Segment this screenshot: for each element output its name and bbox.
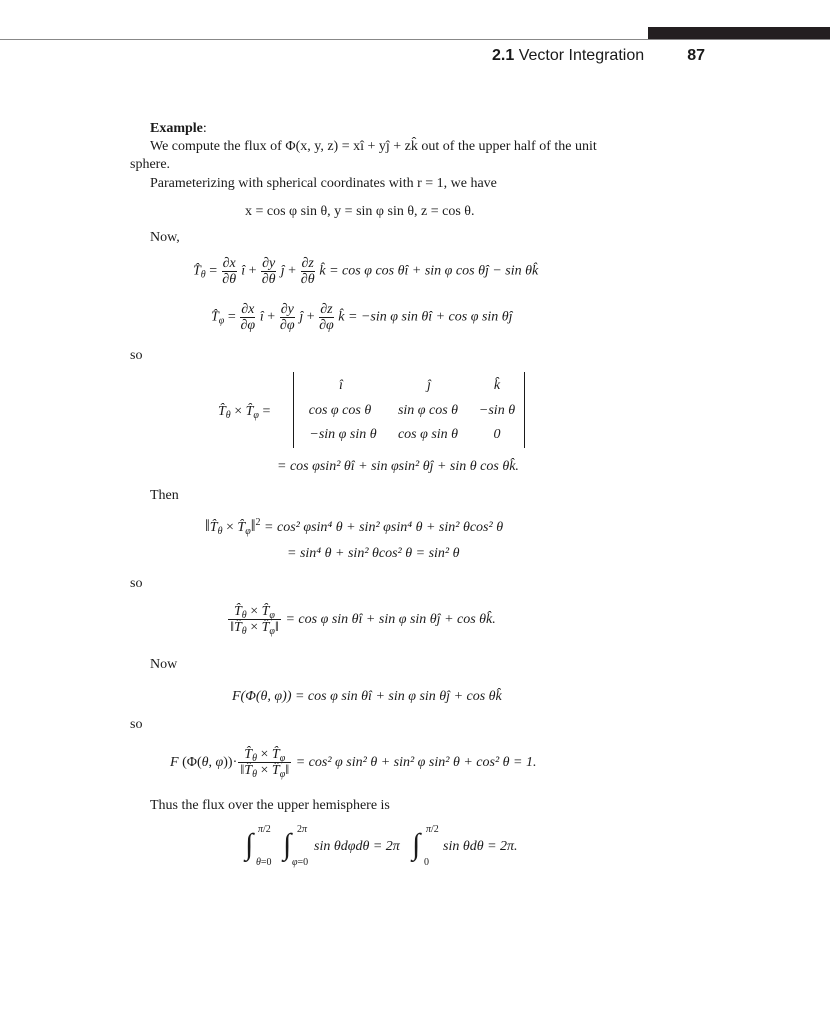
det-cell: −sin φ sin θ	[309, 427, 377, 442]
t-phi-equation: $T̂_\varphi$ = $\frac{\partial x}{\partial\varphi}$ î + $\frac{\partial y}{\partial\varphi}$ ĵ + $\frac{\partial z}{\partial\varphi}$ k̂ = −sin φ sin θî + cos φ sin θĵ	[211, 302, 513, 333]
cross-product-result: = cos φsin² θî + sin φsin² θĵ + sin θ cos θk̂.	[277, 459, 519, 474]
flux-intro-line: Thus the flux over the upper hemisphere is	[150, 798, 390, 813]
flux-integrand: sin θdφdθ = 2π	[314, 839, 400, 854]
so-label-3: so	[130, 717, 143, 732]
det-cell: î	[339, 378, 343, 393]
t-phi-rhs: = −sin φ sin θî + cos φ sin θĵ	[348, 309, 513, 325]
section-heading: 2.1 Vector Integration	[492, 47, 645, 64]
intro-line-2: sphere.	[130, 157, 171, 172]
dot-product-equation: F (Φ(θ, φ))· $\frac{T̂_\theta \times T̂_\varphi}{‖T̂_\theta \times T̂_\varphi‖}$ = cos² φ sin² θ + sin² φ sin² θ + cos² θ = 1.	[170, 747, 537, 781]
det-cell: −sin θ	[478, 403, 516, 418]
then-label: Then	[150, 488, 179, 503]
t-theta-equation: $T̂_\theta$ = $\frac{\partial x}{\partial\theta}$ î + $\frac{\partial y}{\partial\theta}$ ĵ + $\frac{\partial z}{\partial\theta}$ k̂ = cos φ cos θî + sin φ cos θĵ − sin θk̂	[193, 256, 539, 287]
flux-integrand-2: sin θdθ = 2π.	[443, 839, 518, 854]
det-cell: sin φ cos θ	[397, 403, 459, 418]
det-cell: cos φ sin θ	[397, 427, 459, 442]
det-cell: cos φ cos θ	[308, 403, 372, 418]
intro-line-1: We compute the flux of Φ(x, y, z) = xî + yĵ + zk̂ out of the upper half of the unit	[150, 139, 597, 154]
param-line: Parameterizing with spherical coordinates with r = 1, we have	[150, 176, 497, 191]
dot-product-rhs: = cos² φ sin² θ + sin² φ sin² θ + cos² θ = 1.	[295, 755, 537, 770]
t-theta-rhs: = cos φ cos θî + sin φ cos θĵ − sin θk̂	[329, 263, 539, 279]
determinant-matrix	[293, 372, 525, 448]
unit-normal-equation: $\frac{T̂_\theta \times T̂_\varphi}{‖T̂_\theta \times T̂_\varphi‖}$ = cos φ sin θî + sin φ sin θĵ + cos θk̂.	[227, 600, 496, 640]
unit-normal-rhs: = cos φ sin θî + sin φ sin θĵ + cos θk̂.	[285, 612, 496, 627]
field-equation: F(Φ(θ, φ)) = cos φ sin θî + sin φ sin θĵ + cos θk̂	[232, 689, 502, 704]
header-bar	[648, 27, 830, 39]
running-head	[430, 47, 705, 67]
page-number: 87	[687, 47, 705, 64]
cross-product-lhs: $T̂_\theta$ × $T̂_\varphi$ =	[218, 404, 271, 421]
example-heading: Example:	[150, 121, 207, 136]
det-cell: k̂	[493, 378, 501, 393]
norm-line-1: = cos² φsin⁴ θ + sin² φsin⁴ θ + sin² θcos² θ	[264, 520, 504, 535]
det-cell: ĵ	[427, 378, 431, 393]
now-label-2: Now	[150, 657, 178, 672]
det-cell: 0	[493, 427, 501, 442]
param-equation: x = cos φ sin θ, y = sin φ sin θ, z = cos θ.	[245, 204, 475, 219]
so-label-2: so	[130, 576, 143, 591]
so-label-1: so	[130, 348, 143, 363]
now-label: Now,	[150, 230, 180, 245]
norm-line-2: = sin⁴ θ + sin² θcos² θ = sin² θ	[287, 546, 460, 561]
norm-squared-equation: $‖T̂_\theta$ × $T̂_\varphi‖^2 = \cos^2$ φsin⁴ θ + sin² φsin⁴ θ + sin² θcos² θ	[205, 516, 504, 537]
header-rule	[0, 39, 830, 40]
